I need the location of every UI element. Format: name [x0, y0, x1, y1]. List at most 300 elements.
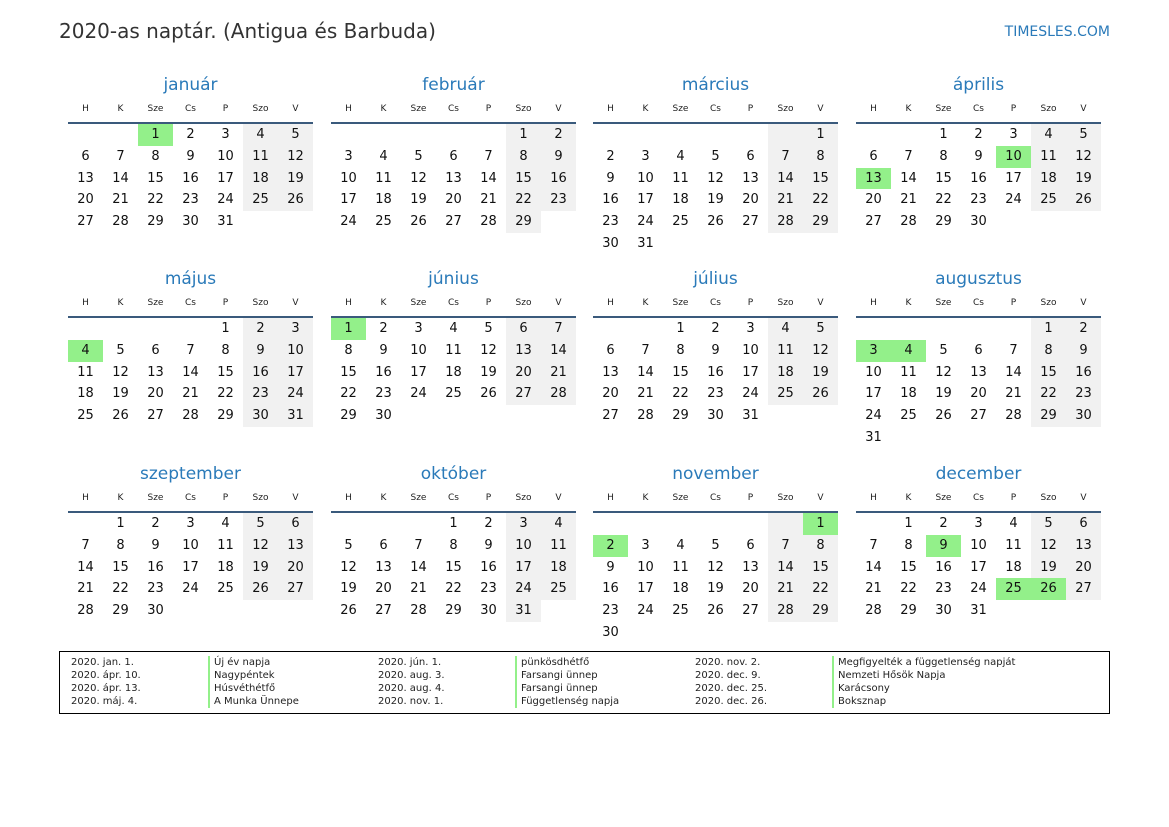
empty-cell [856, 124, 891, 146]
day-cell: 17 [217, 170, 234, 186]
empty-cell [173, 600, 208, 622]
day-cell: 15 [1031, 362, 1066, 384]
month-calendar [68, 463, 313, 644]
day-cell: 19 [935, 386, 952, 402]
day-cell: 11 [77, 364, 94, 380]
day-cell: 16 [541, 168, 576, 190]
day-cell: 4 [379, 148, 388, 164]
holiday-date: 2020. dec. 25. [695, 683, 768, 694]
weekday-label: P [1010, 493, 1017, 503]
day-cell: 31 [278, 405, 313, 427]
weekday-label: K [380, 493, 387, 503]
legend-row [60, 682, 299, 695]
day-cell: 25 [375, 214, 392, 230]
legend-row [367, 669, 619, 682]
day-cell: 5 [116, 342, 125, 358]
holiday-name: Függetlenség napja [515, 695, 619, 708]
day-cell: 19 [707, 192, 724, 208]
weekday-label: V [292, 493, 299, 503]
holiday-date: 2020. dec. 9. [695, 670, 761, 681]
day-cell: 8 [449, 537, 458, 553]
empty-cell [926, 318, 961, 340]
day-cell: 29 [112, 603, 129, 619]
day-cell: 28 [182, 408, 199, 424]
weekday-label: V [555, 104, 562, 114]
day-cell: 17 [865, 386, 882, 402]
day-cell: 3 [506, 513, 541, 535]
day-cell: 12 [1066, 146, 1101, 168]
day-cell: 15 [445, 559, 462, 575]
empty-cell [471, 124, 506, 146]
day-cell: 30 [602, 624, 619, 640]
day-cell: 28 [900, 214, 917, 230]
weekday-label: Szo [252, 104, 269, 114]
day-cell: 3 [974, 516, 983, 531]
day-grid [68, 513, 313, 644]
weekday-label: V [817, 104, 824, 114]
day-cell: 23 [541, 189, 576, 211]
day-cell: 4 [221, 516, 230, 531]
day-cell: 18 [243, 168, 278, 190]
day-cell: 19 [1066, 168, 1101, 190]
day-cell: 20 [1066, 557, 1101, 579]
day-cell: 24 [1005, 192, 1022, 208]
month-calendar [593, 463, 838, 644]
day-cell: 20 [445, 192, 462, 208]
empty-cell [541, 211, 576, 233]
day-cell: 19 [278, 168, 313, 190]
day-cell: 12 [278, 146, 313, 168]
holiday-legend [59, 651, 1110, 714]
holiday-date: 2020. jan. 1. [71, 657, 134, 668]
day-cell: 1 [331, 318, 366, 340]
day-cell: 30 [1066, 405, 1101, 427]
legend-row [684, 695, 1015, 708]
month-calendar [68, 268, 313, 449]
day-grid [856, 124, 1101, 255]
legend-row [367, 682, 619, 695]
day-cell: 11 [1031, 146, 1066, 168]
empty-cell [103, 318, 138, 340]
day-cell: 2 [379, 321, 388, 336]
day-cell: 10 [637, 170, 654, 186]
weekday-label: Cs [448, 104, 459, 114]
day-cell: 15 [217, 364, 234, 380]
day-cell: 11 [541, 535, 576, 557]
day-cell: 22 [803, 578, 838, 600]
day-cell: 22 [900, 581, 917, 597]
day-cell: 2 [1066, 318, 1101, 340]
day-cell: 20 [602, 386, 619, 402]
day-cell: 27 [865, 214, 882, 230]
weekday-label: K [905, 104, 912, 114]
day-cell: 9 [606, 170, 615, 186]
empty-cell [768, 233, 803, 255]
empty-cell [698, 622, 733, 644]
day-cell: 1 [116, 516, 125, 531]
weekday-label: H [345, 493, 352, 503]
day-cell: 2 [593, 535, 628, 557]
month-name: január [163, 75, 218, 95]
month-name: november [672, 464, 759, 484]
day-cell: 28 [480, 214, 497, 230]
weekday-label: Sze [147, 493, 164, 503]
month-calendar [856, 463, 1101, 644]
day-cell: 16 [602, 581, 619, 597]
day-cell: 21 [637, 386, 654, 402]
holiday-date: 2020. nov. 1. [378, 696, 444, 707]
day-cell: 27 [1066, 578, 1101, 600]
day-grid [593, 318, 838, 449]
day-cell: 8 [116, 537, 125, 553]
legend-row [367, 656, 619, 669]
weekday-label: P [1010, 104, 1017, 114]
day-cell: 9 [151, 537, 160, 553]
day-cell: 19 [410, 192, 427, 208]
day-cell: 10 [278, 340, 313, 362]
day-cell: 12 [112, 364, 129, 380]
day-cell: 24 [278, 383, 313, 405]
day-cell: 7 [81, 537, 90, 553]
day-cell: 7 [116, 148, 125, 164]
day-cell: 15 [803, 168, 838, 190]
day-cell: 6 [1066, 513, 1101, 535]
holiday-name: Húsvéthétfő [208, 682, 275, 695]
empty-cell [803, 405, 838, 427]
day-cell: 19 [112, 386, 129, 402]
weekday-label: Szo [252, 493, 269, 503]
weekday-label: K [642, 493, 649, 503]
holiday-date: 2020. dec. 26. [695, 696, 768, 707]
weekday-label: V [292, 298, 299, 308]
empty-cell [891, 318, 926, 340]
day-cell: 19 [480, 364, 497, 380]
day-cell: 23 [182, 192, 199, 208]
day-cell: 4 [541, 513, 576, 535]
day-cell: 26 [243, 578, 278, 600]
day-cell: 17 [970, 559, 987, 575]
empty-cell [961, 318, 996, 340]
day-cell: 14 [768, 557, 803, 579]
empty-cell [366, 513, 401, 535]
month-name: szeptember [140, 464, 241, 484]
day-cell: 7 [904, 148, 913, 164]
day-cell: 20 [506, 362, 541, 384]
empty-cell [803, 233, 838, 255]
day-cell: 6 [81, 148, 90, 164]
holiday-name: Új év napja [208, 656, 270, 669]
holiday-name: Farsangi ünnep [515, 669, 598, 682]
day-cell: 24 [637, 214, 654, 230]
weekday-label: Cs [973, 493, 984, 503]
weekday-label: H [345, 298, 352, 308]
weekday-label: H [607, 104, 614, 114]
day-cell: 8 [904, 537, 913, 553]
day-cell: 18 [768, 362, 803, 384]
day-cell: 9 [541, 146, 576, 168]
day-cell: 8 [1031, 340, 1066, 362]
weekday-label: K [380, 104, 387, 114]
day-cell: 10 [182, 537, 199, 553]
weekday-label: Cs [448, 493, 459, 503]
day-cell: 18 [1005, 559, 1022, 575]
day-cell: 12 [340, 559, 357, 575]
day-cell: 24 [506, 578, 541, 600]
month-calendar [331, 463, 576, 644]
day-cell: 29 [803, 211, 838, 233]
day-cell: 13 [602, 364, 619, 380]
day-cell: 20 [278, 557, 313, 579]
day-cell: 25 [243, 189, 278, 211]
day-cell: 12 [803, 340, 838, 362]
weekday-label: V [1080, 104, 1087, 114]
day-cell: 14 [1005, 364, 1022, 380]
day-cell: 29 [672, 408, 689, 424]
weekday-label: Sze [672, 104, 689, 114]
day-cell: 10 [340, 170, 357, 186]
day-cell: 12 [707, 170, 724, 186]
day-cell: 16 [1066, 362, 1101, 384]
day-cell: 12 [480, 342, 497, 358]
weekday-label: Szo [515, 493, 532, 503]
empty-cell [856, 513, 891, 535]
day-cell: 30 [182, 214, 199, 230]
month-calendar [593, 74, 838, 255]
day-cell: 11 [445, 342, 462, 358]
month-name: május [164, 269, 217, 289]
day-cell: 16 [707, 364, 724, 380]
day-cell: 27 [445, 214, 462, 230]
empty-cell [891, 124, 926, 146]
day-cell: 28 [410, 603, 427, 619]
empty-cell [803, 622, 838, 644]
day-grid [331, 318, 576, 449]
day-cell: 23 [602, 603, 619, 619]
legend-row [684, 656, 1015, 669]
empty-cell [593, 124, 628, 146]
day-cell: 23 [243, 383, 278, 405]
day-cell: 2 [606, 148, 615, 164]
day-cell: 5 [484, 321, 493, 336]
day-cell: 22 [340, 386, 357, 402]
day-cell: 31 [865, 429, 882, 445]
day-grid [331, 124, 576, 255]
day-cell: 24 [340, 214, 357, 230]
weekday-label: K [117, 493, 124, 503]
weekday-label: H [870, 104, 877, 114]
weekday-label: Cs [710, 104, 721, 114]
day-cell: 25 [996, 578, 1031, 600]
day-cell: 8 [803, 146, 838, 168]
day-cell: 13 [77, 170, 94, 186]
day-cell: 18 [900, 386, 917, 402]
weekday-label: Szo [777, 298, 794, 308]
day-cell: 10 [742, 342, 759, 358]
empty-cell [768, 405, 803, 427]
empty-cell [173, 318, 208, 340]
weekday-label: Cs [185, 298, 196, 308]
weekday-label: V [555, 493, 562, 503]
empty-cell [103, 124, 138, 146]
day-cell: 2 [711, 321, 720, 336]
day-cell: 17 [506, 557, 541, 579]
day-cell: 18 [217, 559, 234, 575]
empty-cell [243, 211, 278, 233]
month-calendar [68, 74, 313, 255]
day-cell: 8 [221, 342, 230, 358]
day-cell: 2 [484, 516, 493, 531]
day-cell: 9 [711, 342, 720, 358]
day-cell: 12 [707, 559, 724, 575]
day-cell: 16 [935, 559, 952, 575]
day-cell: 18 [77, 386, 94, 402]
day-cell: 9 [186, 148, 195, 164]
day-cell: 7 [186, 342, 195, 358]
day-cell: 25 [1031, 189, 1066, 211]
day-cell: 25 [445, 386, 462, 402]
page-title: 2020-as naptár. (Antigua és Barbuda) [59, 19, 436, 43]
weekday-header [856, 485, 1101, 513]
day-cell: 18 [541, 557, 576, 579]
empty-cell [698, 513, 733, 535]
empty-cell [1066, 211, 1101, 233]
weekday-header [68, 290, 313, 318]
day-cell: 27 [77, 214, 94, 230]
day-cell: 8 [939, 148, 948, 164]
day-cell: 19 [340, 581, 357, 597]
day-cell: 3 [344, 148, 353, 164]
empty-cell [593, 318, 628, 340]
day-cell: 30 [480, 603, 497, 619]
empty-cell [698, 233, 733, 255]
day-cell: 29 [935, 214, 952, 230]
day-cell: 1 [803, 124, 838, 146]
month-name: február [422, 75, 485, 95]
day-cell: 16 [375, 364, 392, 380]
day-cell: 20 [865, 192, 882, 208]
day-cell: 26 [278, 189, 313, 211]
weekday-label: Szo [1040, 493, 1057, 503]
day-cell: 1 [138, 124, 173, 146]
day-cell: 27 [742, 214, 759, 230]
day-cell: 2 [939, 516, 948, 531]
holiday-date: 2020. ápr. 10. [71, 670, 141, 681]
day-cell: 7 [768, 146, 803, 168]
day-cell: 30 [707, 408, 724, 424]
day-cell: 22 [935, 192, 952, 208]
day-cell: 27 [278, 578, 313, 600]
day-grid [856, 513, 1101, 644]
day-cell: 18 [672, 581, 689, 597]
day-cell: 15 [506, 168, 541, 190]
day-cell: 19 [1031, 557, 1066, 579]
day-cell: 13 [375, 559, 392, 575]
empty-cell [733, 513, 768, 535]
day-cell: 26 [480, 386, 497, 402]
day-cell: 29 [340, 408, 357, 424]
day-cell: 16 [480, 559, 497, 575]
holiday-name: Nemzeti Hősök Napja [832, 669, 945, 682]
empty-cell [68, 513, 103, 535]
empty-cell [663, 622, 698, 644]
day-cell: 11 [1005, 537, 1022, 553]
day-cell: 14 [637, 364, 654, 380]
day-cell: 8 [803, 535, 838, 557]
day-cell: 13 [147, 364, 164, 380]
day-cell: 24 [970, 581, 987, 597]
day-cell: 20 [742, 192, 759, 208]
weekday-label: P [1010, 298, 1017, 308]
day-cell: 4 [891, 340, 926, 362]
weekday-header [68, 485, 313, 513]
day-cell: 4 [68, 340, 103, 362]
day-cell: 28 [112, 214, 129, 230]
day-cell: 6 [278, 513, 313, 535]
weekday-label: P [485, 298, 492, 308]
day-cell: 29 [506, 211, 541, 233]
weekday-label: Cs [448, 298, 459, 308]
day-cell: 1 [904, 516, 913, 531]
day-cell: 17 [637, 581, 654, 597]
day-cell: 9 [606, 559, 615, 575]
day-cell: 1 [676, 321, 685, 336]
weekday-header [593, 96, 838, 124]
weekday-label: Sze [672, 493, 689, 503]
day-cell: 11 [768, 340, 803, 362]
day-grid [593, 124, 838, 255]
empty-cell [278, 600, 313, 622]
day-cell: 2 [186, 127, 195, 142]
empty-cell [506, 405, 541, 427]
day-cell: 10 [217, 148, 234, 164]
day-cell: 5 [278, 124, 313, 146]
weekday-label: Sze [147, 298, 164, 308]
empty-cell [401, 405, 436, 427]
day-cell: 25 [77, 408, 94, 424]
weekday-label: Cs [973, 104, 984, 114]
site-link[interactable]: TIMESLES.COM [1004, 24, 1110, 40]
day-cell: 9 [379, 342, 388, 358]
day-cell: 6 [746, 148, 755, 164]
day-cell: 8 [151, 148, 160, 164]
empty-cell [471, 405, 506, 427]
day-cell: 12 [935, 364, 952, 380]
day-cell: 20 [742, 581, 759, 597]
day-cell: 4 [449, 321, 458, 336]
weekday-label: Szo [777, 104, 794, 114]
day-cell: 7 [641, 342, 650, 358]
holiday-name: Farsangi ünnep [515, 682, 598, 695]
day-cell: 2 [243, 318, 278, 340]
day-cell: 5 [803, 318, 838, 340]
day-cell: 9 [926, 535, 961, 557]
day-cell: 26 [112, 408, 129, 424]
day-cell: 28 [768, 600, 803, 622]
day-cell: 3 [278, 318, 313, 340]
holiday-date: 2020. jún. 1. [378, 657, 442, 668]
day-cell: 2 [541, 124, 576, 146]
day-cell: 5 [711, 537, 720, 553]
day-cell: 1 [803, 513, 838, 535]
day-cell: 10 [996, 146, 1031, 168]
legend-row [684, 669, 1015, 682]
weekday-header [856, 290, 1101, 318]
day-cell: 24 [182, 581, 199, 597]
empty-cell [1031, 600, 1066, 622]
day-cell: 9 [1066, 340, 1101, 362]
day-cell: 6 [869, 148, 878, 164]
holiday-name: Nagypéntek [208, 669, 275, 682]
